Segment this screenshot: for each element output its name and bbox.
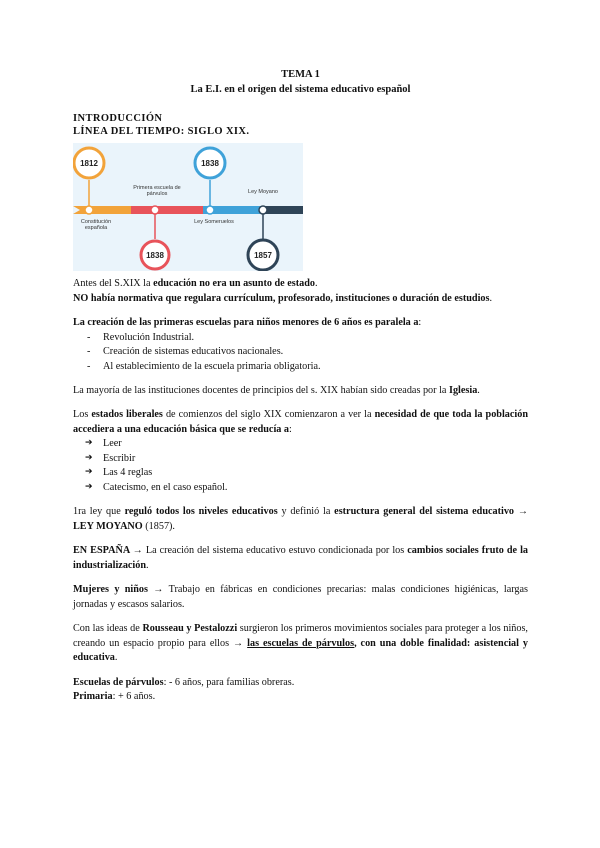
dot-1838b — [206, 206, 214, 214]
dot-1857 — [259, 206, 267, 214]
dot-1812 — [85, 206, 93, 214]
year-1857: 1857 — [254, 251, 272, 261]
year-1838b: 1838 — [201, 159, 219, 169]
paragraph-creacion: La creación de las primeras escuelas para niños menores de 6 años es paralela a: — [73, 317, 422, 329]
list-educacion-basica — [73, 437, 528, 495]
paragraph-mujeres-ninos: Mujeres y niños → Trabajo en fábricas en condiciones precarias: malas condiciones higiénicas, largas jornadas y escasos salarios. — [73, 584, 528, 610]
paragraph-escuelas-parvulos: Escuelas de párvulos: - 6 años, para familias obreras. — [73, 676, 295, 688]
list-item: ➔ Leer — [73, 437, 528, 451]
paragraph-normativa: NO había normativa que regulara currículum, profesorado, instituciones o duración de estudios. — [73, 292, 493, 304]
timeline-label-someruelos: Ley Someruelos — [194, 219, 234, 226]
year-1838a: 1838 — [146, 251, 164, 261]
page-title: TEMA 1 — [281, 69, 320, 80]
page-subtitle: La E.I. en el origen del sistema educativo español — [190, 83, 411, 95]
paragraph-rousseau: Con las ideas de Rousseau y Pestalozzi surgieron los primeros movimientos sociales para proteger a los niños, creando un espacio propio para ellos → las escuelas de párvulos, con una doble finalidad: asistencial y educativa. — [73, 623, 529, 664]
timeline-label-primera-escuela: Primera escuela de párvulos — [133, 185, 181, 198]
paragraph-antes: Antes del S.XIX la educación no era un asunto de estado. — [73, 278, 318, 290]
year-1812: 1812 — [80, 159, 98, 169]
timeline-label-moyano: Ley Moyano — [248, 189, 278, 196]
paragraph-en-espana: EN ESPAÑA → La creación del sistema educativo estuvo condicionada por los cambios sociales fruto de la industrialización. — [73, 545, 529, 571]
paragraph-ley-moyano: 1ra ley que reguló todos los niveles educativos y definió la estructura general del sistema educativo → LEY MOYANO (1857). — [73, 506, 529, 532]
timeline-label-constitucion: Constitución española — [80, 219, 112, 232]
list-item: - Creación de sistemas educativos nacionales. — [73, 345, 528, 359]
list-item: ➔ Catecismo, en el caso español. — [73, 481, 528, 495]
paragraph-estados-liberales: Los estados liberales de comienzos del siglo XIX comienzaron a ver la necesidad de que toda la población accediera a una educación básica que se reducía a: — [73, 409, 528, 435]
list-item: ➔ Las 4 reglas — [73, 466, 528, 480]
section-heading-timeline: LÍNEA DEL TIEMPO: SIGLO XIX. — [73, 126, 250, 138]
list-paralela — [73, 331, 528, 374]
list-item: - Revolución Industrial. — [73, 331, 528, 345]
timeline-image — [73, 143, 303, 271]
list-item: ➔ Escribir — [73, 452, 528, 466]
timeline-segment-dark — [263, 206, 303, 214]
dot-1838a — [151, 206, 159, 214]
list-item: - Al establecimiento de la escuela primaria obligatoria. — [73, 360, 528, 374]
section-heading-intro: INTRODUCCIÓN — [73, 112, 163, 124]
paragraph-primaria: Primaria: + 6 años. — [73, 691, 156, 703]
paragraph-iglesia: La mayoría de las instituciones docentes de principios del s. XIX habían sido creadas por la Iglesia. — [73, 385, 480, 396]
document-page — [73, 68, 528, 705]
timeline-segment-orange — [73, 206, 131, 214]
timeline-graphic — [73, 143, 303, 271]
timeline-segment-red — [131, 206, 203, 214]
